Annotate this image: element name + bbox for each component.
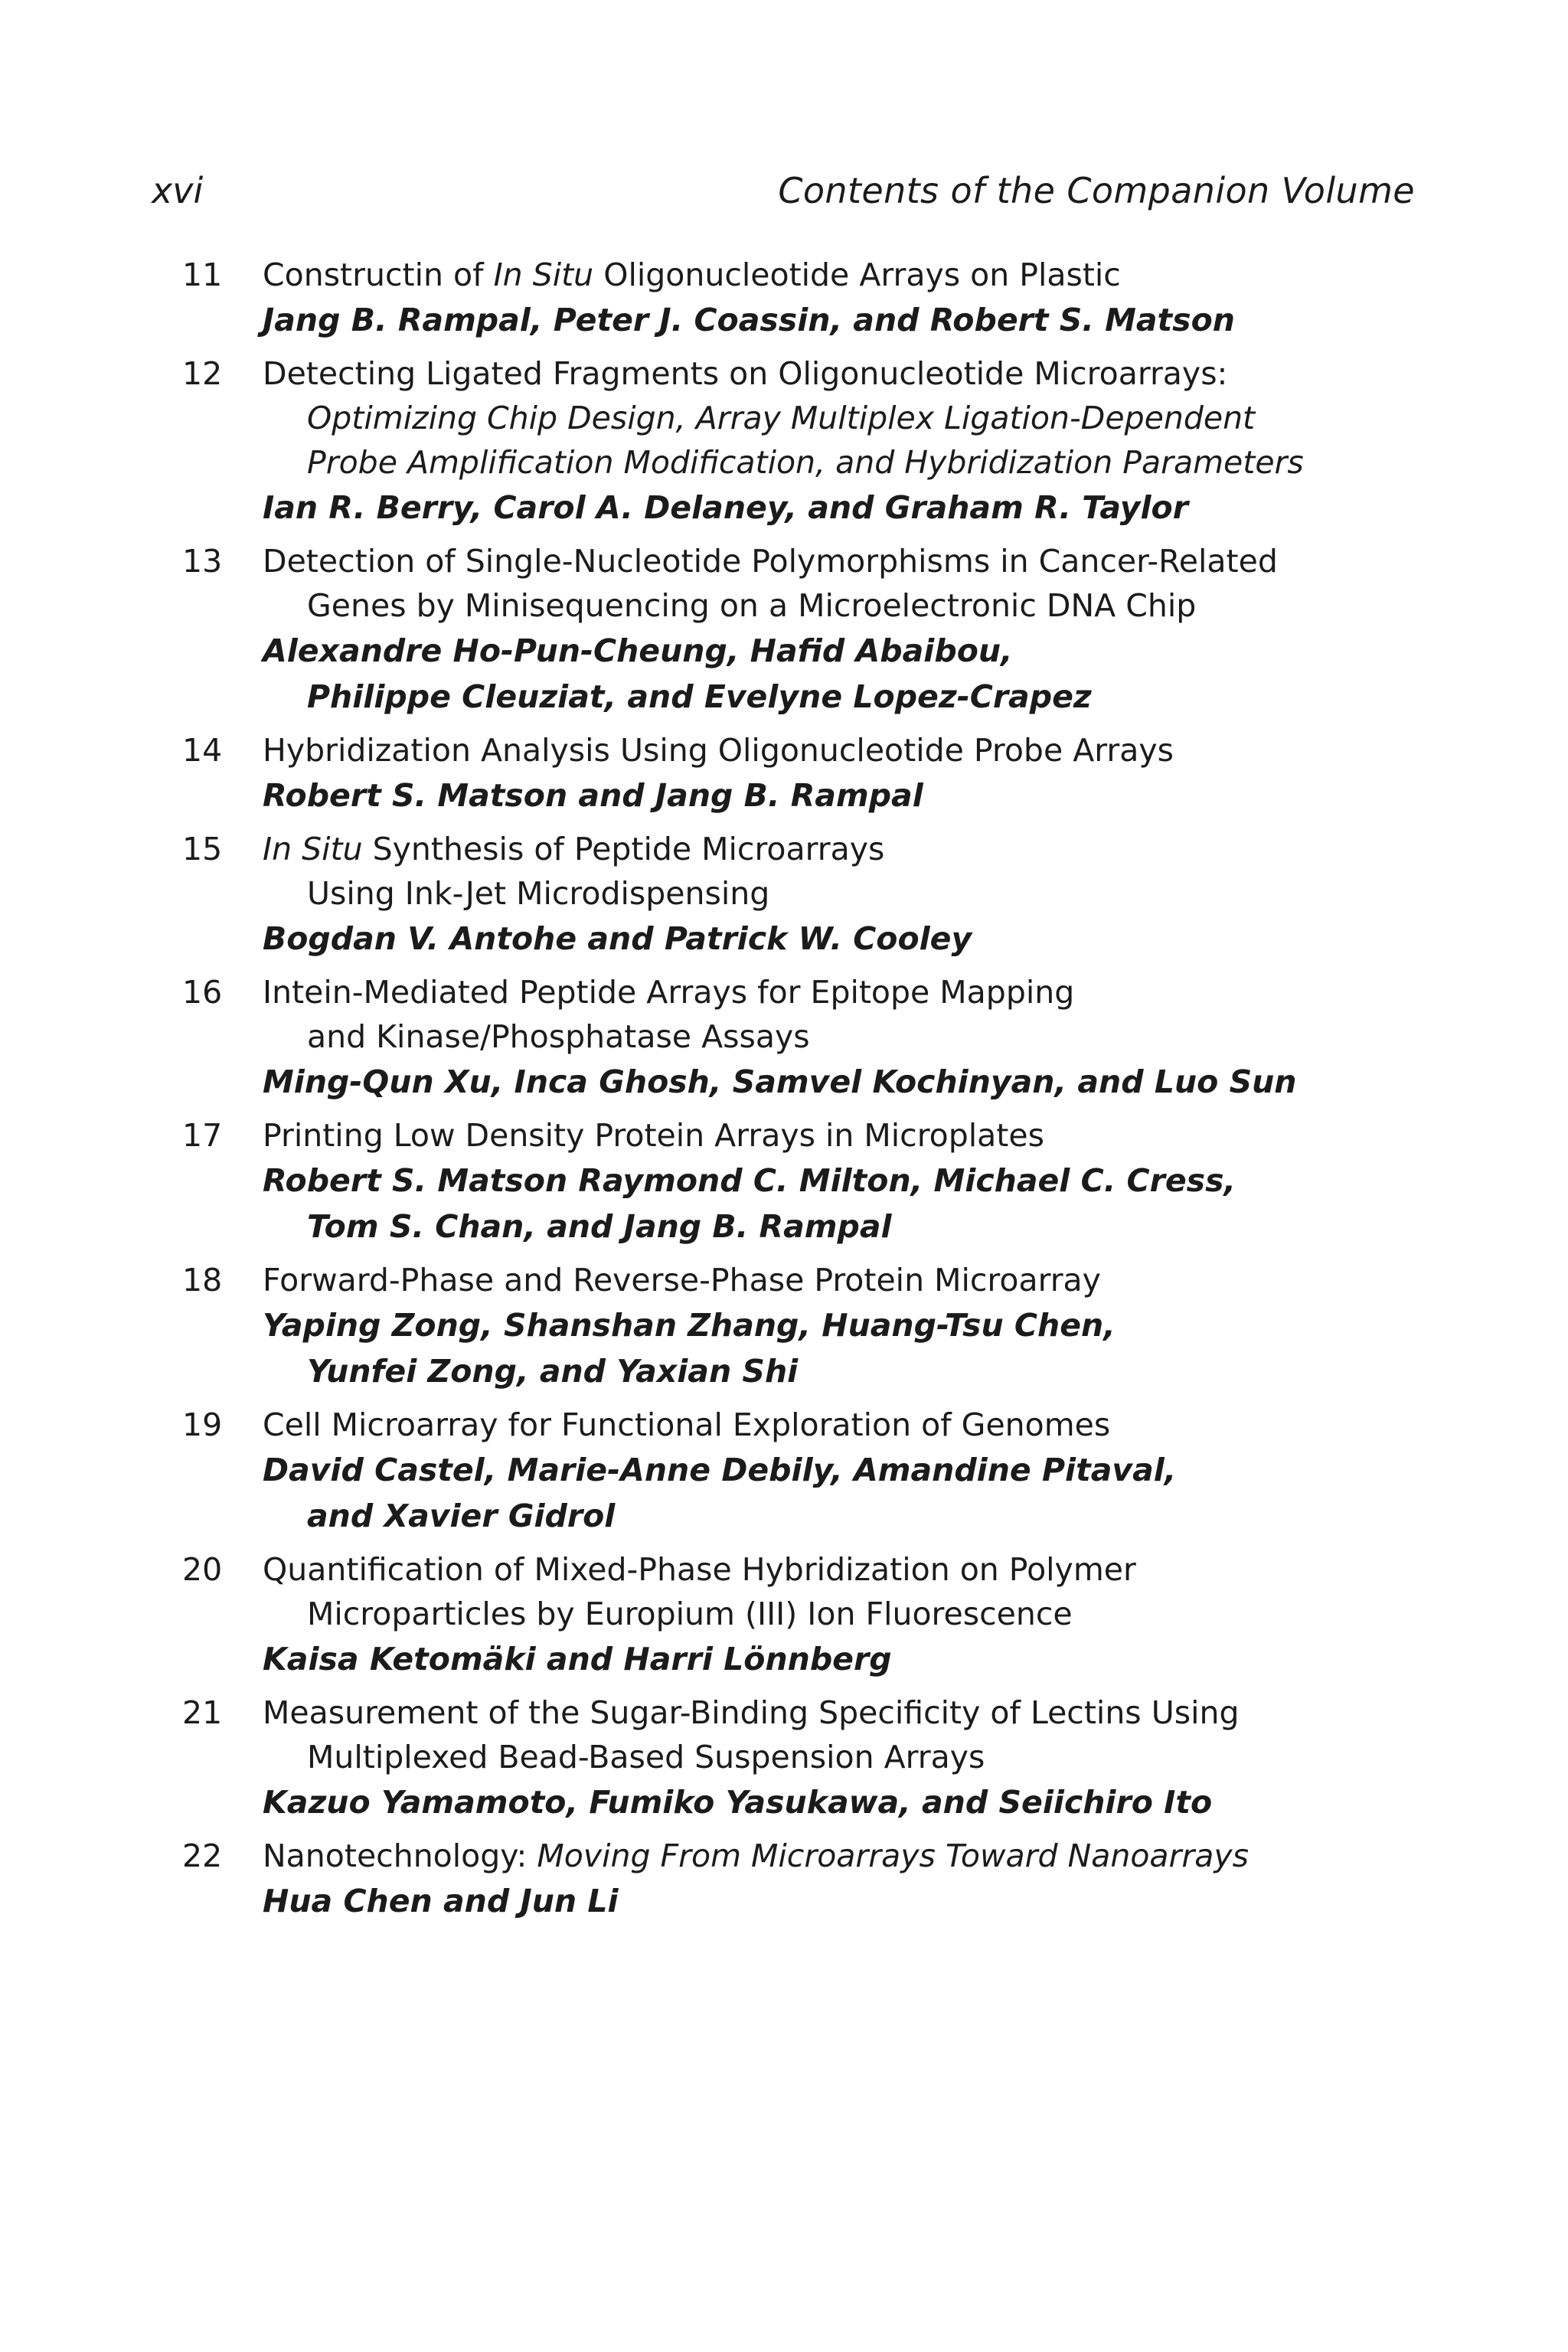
chapter-title-segment: Intein-Mediated Peptide Arrays for Epitope Mapping <box>263 974 1075 1011</box>
chapter-authors: Jang B. Rampal, Peter J. Coassin, and Robert S. Matson <box>263 302 1235 338</box>
chapter-authors: Ming-Qun Xu, Inca Ghosh, Samvel Kochinyan, and Luo Sun <box>263 1063 1297 1100</box>
chapter-authors: and Xavier Gidrol <box>307 1498 616 1534</box>
toc-entry <box>182 1690 1392 1825</box>
chapter-title-segment: Optimizing Chip Design, Array Multiplex Ligation-Dependent <box>307 400 1256 436</box>
chapter-title-segment: Cell Microarray for Functional Exploration of Genomes <box>263 1406 1111 1443</box>
chapter-authors: Kaisa Ketomäki and Harri Lönnberg <box>263 1641 892 1677</box>
chapter-authors: Yaping Zong, Shanshan Zhang, Huang-Tsu Chen, <box>263 1307 1116 1344</box>
chapter-number: 15 <box>182 831 223 867</box>
toc-entry <box>182 970 1392 1105</box>
chapter-number: 14 <box>182 732 223 769</box>
chapter-title-segment: Probe Amplification Modification, and Hybridization Parameters <box>307 444 1304 481</box>
chapter-authors: Robert S. Matson Raymond C. Milton, Michael C. Cress, <box>263 1162 1236 1199</box>
chapter-title-segment: Detecting Ligated Fragments on Oligonucleotide Microarrays: <box>263 355 1228 392</box>
chapter-title-line <box>263 1113 1392 1158</box>
chapter-number: 21 <box>182 1694 223 1731</box>
chapter-title-segment: and Kinase/Phosphatase Assays <box>307 1018 810 1055</box>
chapter-title-line <box>263 871 1392 916</box>
chapter-title-line <box>263 1547 1392 1592</box>
chapter-authors: Yunfei Zong, and Yaxian Shi <box>307 1353 799 1390</box>
chapter-number: 22 <box>182 1838 223 1874</box>
chapter-title-segment: Multiplexed Bead-Based Suspension Arrays <box>307 1739 985 1775</box>
chapter-title-line <box>263 827 1392 871</box>
chapter-title-line <box>263 1735 1392 1779</box>
chapter-number: 20 <box>182 1551 223 1588</box>
chapter-title-line <box>263 1014 1392 1059</box>
chapter-title-segment: Detection of Single-Nucleotide Polymorphisms in Cancer-Related <box>263 543 1278 580</box>
page-header <box>152 168 1415 214</box>
chapter-title-segment: Nanotechnology: <box>263 1838 537 1874</box>
chapter-title-segment: Forward-Phase and Reverse-Phase Protein Microarray <box>263 1262 1101 1298</box>
chapter-number: 19 <box>182 1406 223 1443</box>
chapter-number: 12 <box>182 355 223 392</box>
chapter-title-segment: Moving From Microarrays Toward Nanoarrays <box>537 1838 1249 1874</box>
chapter-title-line <box>263 1690 1392 1735</box>
chapter-title-segment: Hybridization Analysis Using Oligonucleotide Probe Arrays <box>263 732 1174 769</box>
chapter-title-line <box>263 351 1392 396</box>
chapter-title-line <box>263 1403 1392 1447</box>
table-of-contents <box>182 253 1392 1932</box>
chapter-authors: Tom S. Chan, and Jang B. Rampal <box>307 1208 892 1245</box>
toc-entry <box>182 728 1392 818</box>
chapter-number: 13 <box>182 543 223 580</box>
chapter-title-line <box>263 253 1392 297</box>
running-title: Contents of the Companion Volume <box>778 170 1415 211</box>
chapter-authors: Bogdan V. Antohe and Patrick W. Cooley <box>263 920 972 957</box>
chapter-title-line <box>263 1258 1392 1302</box>
chapter-authors: Robert S. Matson and Jang B. Rampal <box>263 777 923 814</box>
toc-entry <box>182 351 1392 531</box>
chapter-title-segment: Genes by Minisequencing on a Microelectronic DNA Chip <box>307 587 1197 624</box>
chapter-number: 11 <box>182 256 223 293</box>
toc-entry <box>182 539 1392 720</box>
chapter-title-segment: In Situ <box>263 831 363 867</box>
chapter-title-segment: Printing Low Density Protein Arrays in Microplates <box>263 1117 1044 1154</box>
chapter-authors: Hua Chen and Jun Li <box>263 1883 619 1919</box>
chapter-title-segment: Constructin of <box>263 256 494 293</box>
chapter-authors: Alexandre Ho-Pun-Cheung, Hafid Abaibou, <box>263 632 1013 669</box>
chapter-title-segment: Using Ink-Jet Microdispensing <box>307 875 770 912</box>
chapter-title-segment: Oligonucleotide Arrays on Plastic <box>593 256 1121 293</box>
chapter-authors: David Castel, Marie-Anne Debily, Amandine Pitaval, <box>263 1452 1177 1488</box>
chapter-title-segment: Measurement of the Sugar-Binding Specificity of Lectins Using <box>263 1694 1240 1731</box>
chapter-title-line <box>263 1834 1392 1878</box>
chapter-title-segment: Quantification of Mixed-Phase Hybridization on Polymer <box>263 1551 1136 1588</box>
chapter-title-line <box>263 396 1392 440</box>
page-number: xvi <box>152 170 204 211</box>
toc-entry <box>182 253 1392 343</box>
chapter-authors: Kazuo Yamamoto, Fumiko Yasukawa, and Seiichiro Ito <box>263 1784 1213 1821</box>
toc-entry <box>182 1258 1392 1394</box>
chapter-title-line <box>263 970 1392 1014</box>
toc-entry <box>182 1403 1392 1539</box>
chapter-title-segment: Microparticles by Europium (III) Ion Fluorescence <box>307 1596 1073 1632</box>
toc-entry <box>182 1547 1392 1682</box>
chapter-title-line <box>263 539 1392 583</box>
chapter-title-line <box>263 583 1392 628</box>
toc-entry <box>182 1113 1392 1250</box>
chapter-number: 16 <box>182 974 223 1011</box>
toc-entry <box>182 1834 1392 1924</box>
chapter-title-segment: In Situ <box>493 256 594 293</box>
chapter-number: 17 <box>182 1117 223 1154</box>
chapter-number: 18 <box>182 1262 223 1298</box>
chapter-title-segment: Synthesis of Peptide Microarrays <box>362 831 885 867</box>
chapter-title-line <box>263 440 1392 485</box>
toc-entry <box>182 827 1392 962</box>
chapter-title-line <box>263 728 1392 773</box>
chapter-authors: Philippe Cleuziat, and Evelyne Lopez-Crapez <box>307 678 1092 715</box>
chapter-title-line <box>263 1592 1392 1636</box>
chapter-authors: Ian R. Berry, Carol A. Delaney, and Graham R. Taylor <box>263 489 1188 526</box>
